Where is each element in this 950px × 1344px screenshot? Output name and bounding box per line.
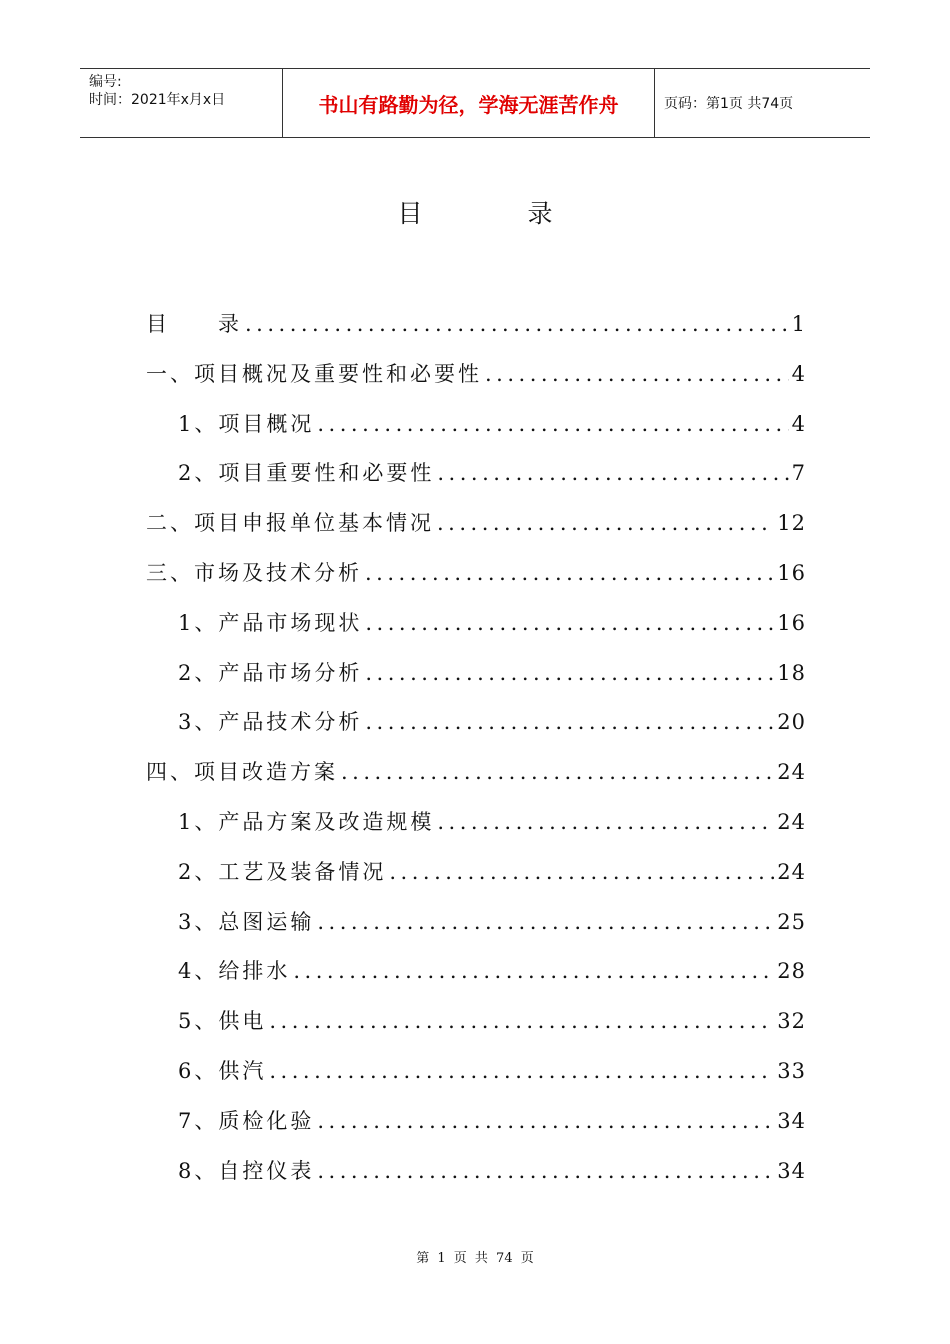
- toc-leader-dots: [293, 951, 774, 991]
- toc-entry[interactable]: [146, 553, 806, 593]
- header-time-label: 时间：2021年x月x日: [89, 92, 226, 108]
- toc-entry[interactable]: [178, 453, 806, 493]
- toc-entry[interactable]: [178, 802, 806, 842]
- toc-entry-page: 7: [791, 461, 806, 486]
- toc-entry[interactable]: [178, 404, 806, 444]
- toc-leader-dots: [317, 1101, 774, 1141]
- header-motto: [282, 69, 655, 137]
- toc-entry[interactable]: [178, 603, 806, 643]
- page-header: [80, 68, 870, 138]
- toc-entry-title: 二、项目申报单位基本情况: [146, 511, 434, 536]
- header-meta: [80, 69, 282, 137]
- toc-entry-page: 24: [777, 859, 806, 884]
- toc-leader-dots: [245, 304, 789, 344]
- toc-entry-page: 25: [777, 909, 806, 934]
- toc-entry-title: 1、产品方案及改造规模: [178, 810, 435, 834]
- toc-entry-title: 一、项目概况及重要性和必要性: [146, 361, 482, 386]
- toc-leader-dots: [269, 1001, 774, 1041]
- toc-entry-title: 1、产品市场现状: [178, 610, 363, 635]
- toc-entry[interactable]: [146, 304, 806, 344]
- header-motto-text: 书山有路勤为径，学海无涯苦作舟: [318, 92, 619, 117]
- toc-entry-page: 12: [777, 511, 806, 536]
- header-number-label: 编号:: [89, 74, 122, 90]
- toc-entry-title: 2、项目重要性和必要性: [178, 461, 435, 486]
- toc-entry-page: 24: [777, 760, 806, 785]
- toc-leader-dots: [317, 404, 788, 444]
- toc-entry[interactable]: [146, 354, 806, 394]
- toc-entry-page: 16: [777, 561, 806, 585]
- toc-entry-page: 33: [777, 1059, 806, 1083]
- toc-entry-title: 8、自控仪表: [178, 1158, 315, 1183]
- toc-entry-page: 1: [791, 312, 806, 336]
- toc-entry[interactable]: [146, 752, 806, 792]
- toc-entry[interactable]: [178, 951, 806, 991]
- toc-entry-page: 4: [791, 411, 806, 436]
- toc-leader-dots: [485, 354, 789, 394]
- toc-entry[interactable]: [178, 653, 806, 693]
- toc-entry-page: 32: [777, 1009, 806, 1034]
- document-title: 目 录: [397, 199, 593, 228]
- toc-entry[interactable]: [178, 1151, 806, 1191]
- toc-entry-title: 目 录: [146, 312, 242, 336]
- toc-entry-title: 3、总图运输: [178, 909, 315, 934]
- toc-entry-page: 4: [791, 361, 806, 386]
- toc-leader-dots: [341, 752, 774, 792]
- toc-entry-title: 4、给排水: [178, 959, 291, 984]
- toc-leader-dots: [437, 503, 774, 543]
- toc-entry-page: 24: [777, 810, 806, 834]
- toc-entry[interactable]: [178, 1001, 806, 1041]
- toc-entry-title: 6、供汽: [178, 1059, 267, 1083]
- toc-entry-title: 2、产品市场分析: [178, 660, 363, 685]
- toc-leader-dots: [269, 1051, 774, 1091]
- toc-entry[interactable]: [178, 902, 806, 942]
- toc-entry-title: 四、项目改造方案: [146, 760, 338, 785]
- toc-entry-page: 18: [777, 660, 806, 685]
- toc-leader-dots: [365, 603, 774, 643]
- toc-entry[interactable]: [178, 702, 806, 742]
- header-page-info-text: 页码：第1页 共74页: [664, 96, 794, 112]
- toc-leader-dots: [365, 653, 774, 693]
- toc-entry-page: 34: [777, 1108, 806, 1133]
- toc-entry[interactable]: [178, 1051, 806, 1091]
- toc-entry-title: 3、产品技术分析: [178, 710, 363, 735]
- toc-entry-title: 5、供电: [178, 1009, 267, 1034]
- toc-leader-dots: [365, 702, 774, 742]
- toc-entry-title: 7、质检化验: [178, 1108, 315, 1133]
- toc-entry-title: 三、市场及技术分析: [146, 561, 362, 585]
- toc-entry-page: 20: [777, 710, 806, 735]
- toc-leader-dots: [389, 852, 774, 892]
- header-page-info: [655, 69, 870, 137]
- toc-entry[interactable]: [146, 503, 806, 543]
- page-footer: 第 1 页 共 74 页: [416, 1251, 534, 1266]
- toc-leader-dots: [437, 453, 788, 493]
- toc-leader-dots: [365, 553, 774, 593]
- toc-entry-page: 16: [777, 610, 806, 635]
- toc-leader-dots: [317, 902, 774, 942]
- toc-leader-dots: [437, 802, 774, 842]
- toc-entry-page: 34: [777, 1158, 806, 1183]
- toc-entry[interactable]: [178, 1101, 806, 1141]
- toc-entry-page: 28: [777, 959, 806, 984]
- toc-entry-title: 1、项目概况: [178, 411, 315, 436]
- toc-entry[interactable]: [178, 852, 806, 892]
- toc-leader-dots: [317, 1151, 774, 1191]
- toc-entry-title: 2、工艺及装备情况: [178, 859, 387, 884]
